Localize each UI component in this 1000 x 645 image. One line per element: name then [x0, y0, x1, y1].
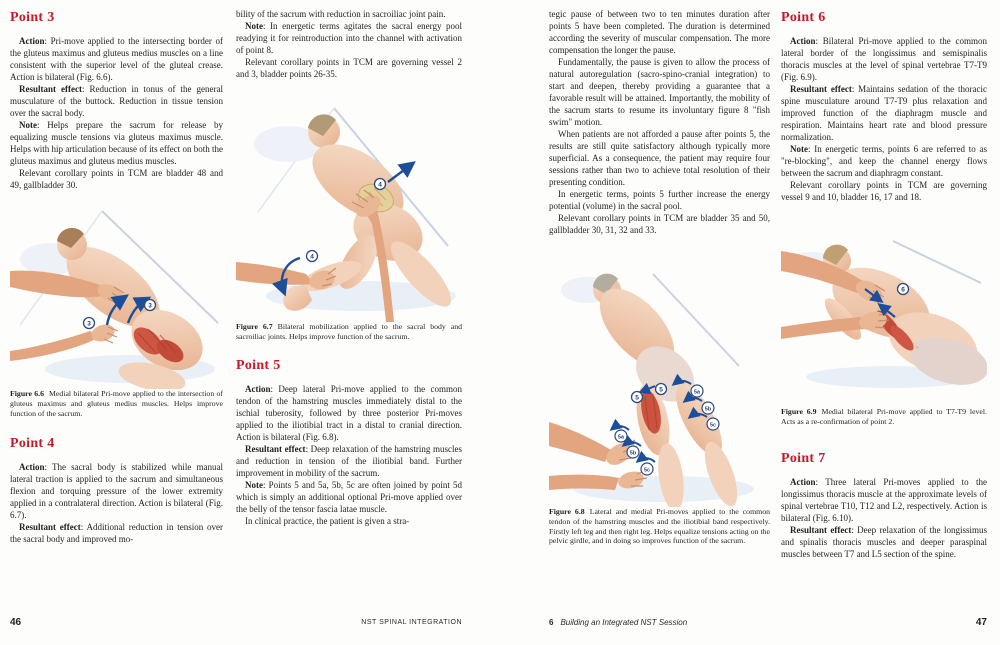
svg-text:3: 3 — [148, 302, 152, 310]
svg-text:5c: 5c — [710, 422, 716, 429]
point-3-heading: Point 3 — [10, 10, 55, 25]
paragraph: tegic pause of between two to ten minutes duration after points 5 have been completed. The duration is determined according the severity of muscular compensation. The more compensation the longer the pause. — [549, 9, 770, 55]
column-2 — [236, 8, 462, 527]
figure-6-9-illustration — [781, 231, 987, 393]
point-5b-badge — [627, 446, 639, 458]
figure-6-6-illustration — [10, 201, 223, 389]
svg-text:5c: 5c — [644, 467, 650, 474]
paragraph: Resultant effect: Additional reduction in tension over the sacral body and improved mo- — [10, 522, 223, 545]
point-5-badge — [632, 392, 643, 403]
column-1 — [10, 8, 223, 545]
paragraph: Resultant effect: Deep relaxation of the hamstring muscles and reduction in tension of the iliotibial band. Further improvement in mobility of the sacrum. — [236, 443, 462, 478]
point-7-heading: Point 7 — [781, 450, 826, 466]
paragraph: In energetic terms, points 5 further increase the energy potential (volume) in the sacral pool. — [549, 189, 770, 211]
running-footer-left: NST SPINAL INTEGRATION — [361, 619, 462, 626]
table-edge-line — [893, 241, 981, 283]
paragraph: Fundamentally, the pause is given to allow the process of natural autoregulation (sacro-spino-cranial integration) to start and deepen, thereby providing a guarantee that a favorable result will be attained. Importantly, the mobility of the sacrum starts to resume its involuntary figure 8 "fish swim" motion. — [549, 57, 770, 127]
paragraph: Resultant effect: Deep relaxation of the longissimus and spinalis thoracis muscles and deeper paraspinal muscles between T7 and L5 section of the spine. — [781, 524, 987, 559]
point-5b-badge — [702, 402, 714, 414]
svg-text:5b: 5b — [704, 406, 712, 413]
paragraph: Relevant corollary points in TCM are bladder 35 and 50, gallbladder 30, 31, 32 and 33. — [549, 213, 770, 235]
paragraph: Action: Deep lateral Pri-move applied to the common tendon of the hamstring muscles immediately distal to the ischial tuberosity, followed by three posterior Pri-moves applied to the iliotibial tract in a distal to cranial direction. Action is bilateral (Fig. 6.8). — [236, 383, 462, 442]
svg-text:5b: 5b — [629, 450, 637, 457]
paragraph: Resultant effect: Reduction in tonus of the general musculature of the buttock. Reduction in tissue tension over the sacral body. — [10, 84, 223, 118]
svg-text:5: 5 — [635, 394, 639, 402]
svg-text:3: 3 — [87, 320, 91, 328]
figure-6-8-illustration — [549, 262, 770, 507]
paragraph: Action: Three lateral Pri-moves applied to the longissimus thoracis muscle at the approximate levels of spinal vertebrae T10, T12 and L2, respectively. Action is bilateral (Fig. 6.10). — [781, 476, 987, 523]
point-5a-badge — [615, 430, 627, 442]
page-number-right: 47 — [975, 617, 987, 628]
page-right — [500, 0, 1000, 645]
paragraph: Note: In energetic terms, points 6 are referred to as "re-blocking", and keep the channel energy flows between the sacrum and diaphragm constant. — [781, 144, 987, 178]
paragraph: Relevant corollary points in TCM are governing vessel 2 and 3, bladder points 26-35. — [236, 57, 462, 79]
paragraph: Note: Helps prepare the sacrum for release by equalizing muscle tensions via gluteus maximus muscle. Helps with hip articulation because of its effect on both the gluteus maximus and gluteus medius muscles. — [10, 120, 223, 166]
svg-text:5a: 5a — [618, 434, 624, 441]
paragraph: When patients are not afforded a pause after points 5, the results are still quite satisfactory although typically more superficial. As a consequence, the patient may require four sessions rather than two to achieve total resolution of their presenting condition. — [549, 129, 770, 187]
point-3-badge — [145, 300, 156, 311]
paragraph: bility of the sacrum with reduction in sacroiliac joint pain. — [236, 9, 446, 19]
column-3 — [549, 8, 770, 546]
figure-6-9-caption: Figure 6.9 Medial bilateral Pri-move applied to T7-T9 level. Acts as a re-confirmation of point 2. — [781, 407, 987, 426]
point-5-heading: Point 5 — [236, 357, 281, 373]
svg-text:4: 4 — [310, 253, 314, 261]
chapter-footer: 6 Building an Integrated NST Session — [549, 618, 688, 627]
figure-6-7-caption: Figure 6.7 Bilateral mobilization applied to the sacral body and sacroiliac joints. Helps improve function of the sacrum. — [236, 322, 463, 341]
point-5c-badge — [641, 463, 653, 475]
figure-6-8-caption: Figure 6.8 Lateral and medial Pri-moves applied to the common tendon of the hamstring muscles and the iliotibial band respectively. Firstly left leg and then right leg. Helps equalize tensions acting on the pelvic girdle, and in doing so improves function of the sacrum. — [549, 507, 771, 546]
point-5a-badge — [691, 385, 703, 397]
svg-text:4: 4 — [378, 181, 382, 189]
paragraph: Resultant effect: Maintains sedation of the thoracic spine musculature around T7-T9 plus relaxation and improved function of the diaphragm muscle and respiration. Maintains heart rate and blood pressure normalization. — [781, 84, 987, 142]
paragraph: Relevant corollary points in TCM are bladder 48 and 49, gallbladder 30. — [10, 168, 223, 190]
paragraph: Note: In energetic terms agitates the sacral energy pool readying it for reintroduction into the channel with activation of point 8. — [236, 21, 462, 55]
svg-text:5a: 5a — [694, 389, 700, 396]
paragraph: Action: The sacral body is stabilized while manual lateral traction is applied to the sacrum and simultaneous flexion and torquing pressure of the lower extremity applied in a contralateral direction. Action is bilateral (Fig. 6.7). — [10, 462, 223, 521]
point-3-badge — [84, 318, 95, 329]
svg-text:5: 5 — [659, 386, 663, 394]
point-4-heading: Point 4 — [10, 436, 55, 452]
page-number-left: 46 — [10, 617, 22, 628]
paragraph: Action: Pri-move applied to the intersecting border of the gluteus maximus and gluteus medius muscles on a line consistent with the superior level of the gluteal crease. Action is bilateral (Fig. 6.6). — [10, 36, 223, 82]
figure-6-7-illustration — [236, 94, 462, 322]
paragraph: Relevant corollary points in TCM are governing vessel 9 and 10, bladder 16, 17 and 18. — [781, 180, 987, 202]
paragraph: In clinical practice, the patient is given a stra- — [245, 515, 410, 526]
point-4-badge — [307, 251, 318, 262]
point-5-badge — [656, 384, 667, 395]
point-6-heading: Point 6 — [781, 10, 826, 25]
figure-6-6-caption: Figure 6.6 Medial bilateral Pri-move applied to the intersection of gluteus maximus and gluteus medius muscles. Helps improve function of the sacrum. — [10, 389, 224, 418]
svg-text:6: 6 — [901, 286, 905, 294]
column-4 — [781, 8, 987, 560]
point-5c-badge — [707, 418, 719, 430]
paragraph: Action: Bilateral Pri-move applied to the common lateral border of the longissimus and semispinalis thoracis muscles at the level of spinal vertebrae T7-T9 (Fig. 6.9). — [781, 36, 987, 82]
point-6-badge — [898, 284, 909, 295]
paragraph: Note: Points 5 and 5a, 5b, 5c are often joined by point 5d which is simply an additional optional Pri-move applied over the belly of the tensor fascia latae muscle. — [236, 479, 462, 514]
point-4-badge — [375, 179, 386, 190]
